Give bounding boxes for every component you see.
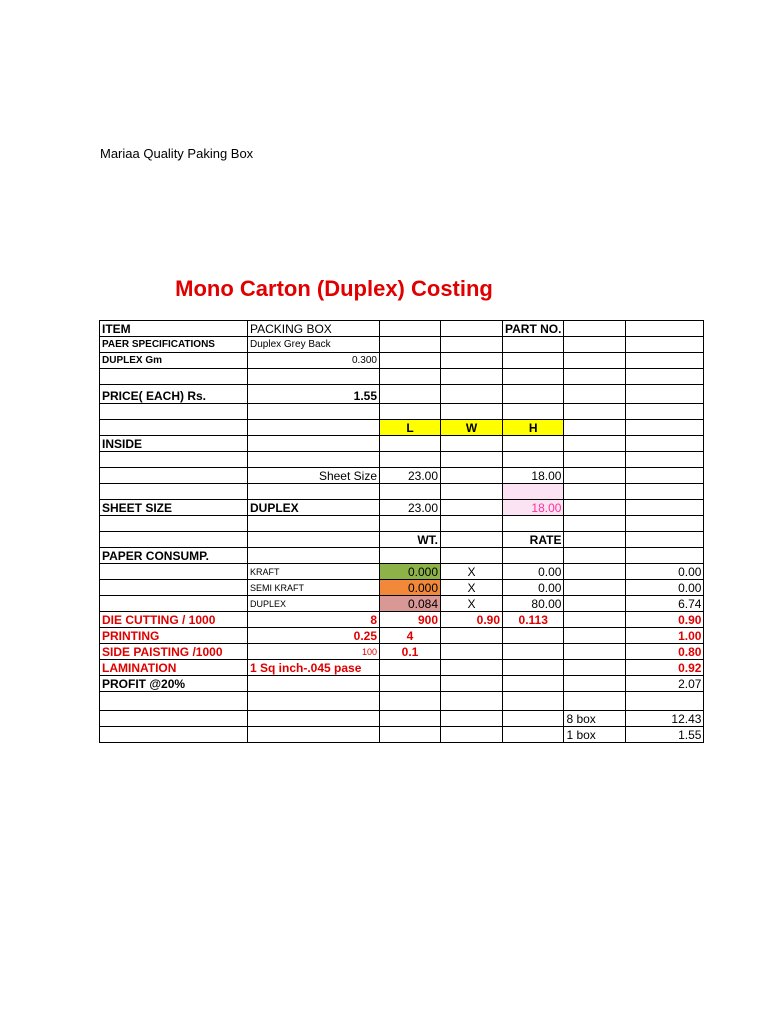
cell-die-cutting-c2[interactable]: 8 (248, 612, 380, 628)
table-row (100, 564, 704, 580)
table-row (100, 321, 704, 337)
cell-semi-kraft-total[interactable]: 0.00 (626, 580, 704, 596)
cell-duplex-gm-label[interactable]: DUPLEX Gm (100, 353, 248, 369)
cell-kraft-rate[interactable]: 0.00 (503, 564, 564, 580)
cell-kraft-x[interactable]: X (441, 564, 503, 580)
cell-price-value[interactable]: 1.55 (248, 385, 380, 404)
table-row (100, 337, 704, 353)
cell-one-box-label[interactable]: 1 box (564, 727, 626, 743)
cell-die-cutting-c4[interactable]: 0.90 (441, 612, 503, 628)
cell-sheet-size-label[interactable]: SHEET SIZE (100, 500, 248, 516)
cell-printing-total[interactable]: 1.00 (626, 628, 704, 644)
cell-price-label[interactable]: PRICE( EACH) Rs. (100, 385, 248, 404)
table-row (100, 660, 704, 676)
cell-printing-label[interactable]: PRINTING (100, 628, 248, 644)
cell-lamination-label[interactable]: LAMINATION (100, 660, 248, 676)
cell-lamination-total[interactable]: 0.92 (626, 660, 704, 676)
cell-sheet-size-calc-label[interactable]: Sheet Size (248, 468, 380, 484)
cell-paper-consump-label[interactable]: PAPER CONSUMP. (100, 548, 248, 564)
cell-duplex-x[interactable]: X (441, 596, 503, 612)
table-row (100, 628, 704, 644)
cell-sheet-size-calc-h[interactable]: 18.00 (503, 468, 564, 484)
table-row (100, 369, 704, 385)
cell-dim-l[interactable]: L (380, 420, 441, 436)
cell-die-cutting-c5[interactable]: 0.113 (503, 612, 564, 628)
table-row (100, 727, 704, 743)
cell-paper-spec-value[interactable]: Duplex Grey Back (248, 337, 380, 353)
sheet-title: Mono Carton (Duplex) Costing (175, 276, 493, 301)
cell-wt-header[interactable]: WT. (380, 532, 441, 548)
cell-side-pasting-label[interactable]: SIDE PAISTING /1000 (100, 644, 248, 660)
cell-item-value[interactable]: PACKING BOX (248, 321, 380, 337)
table-row (100, 500, 704, 516)
table-row (100, 548, 704, 564)
cell-dim-w[interactable]: W (441, 420, 503, 436)
cell-side-pasting-c3[interactable]: 0.1 (380, 644, 441, 660)
cell-eight-box-total[interactable]: 12.43 (626, 711, 704, 727)
cell-semi-kraft-x[interactable]: X (441, 580, 503, 596)
table-row (100, 596, 704, 612)
table-row (100, 452, 704, 468)
cell-side-pasting-total[interactable]: 0.80 (626, 644, 704, 660)
cell-kraft-total[interactable]: 0.00 (626, 564, 704, 580)
cell-semi-kraft-rate[interactable]: 0.00 (503, 580, 564, 596)
cell-duplex-wt[interactable]: 0.084 (380, 596, 441, 612)
cell-die-cutting-total[interactable]: 0.90 (626, 612, 704, 628)
company-name: Mariaa Quality Paking Box (100, 146, 254, 161)
table-row (100, 385, 704, 404)
cell-sheet-size-type[interactable]: DUPLEX (248, 500, 380, 516)
table-row (100, 692, 704, 711)
cell-duplex-total[interactable]: 6.74 (626, 596, 704, 612)
cell-sheet-size-calc-l[interactable]: 23.00 (380, 468, 441, 484)
cell-item-label[interactable]: ITEM (100, 321, 248, 337)
table-row (100, 436, 704, 452)
cell-kraft-wt[interactable]: 0.000 (380, 564, 441, 580)
table-row (100, 516, 704, 532)
cell-profit-label[interactable]: PROFIT @20% (100, 676, 248, 692)
cell-part-label[interactable]: PART NO. (503, 321, 564, 337)
table-row (100, 420, 704, 436)
cell-sheet-size-h[interactable]: 18.00 (503, 500, 564, 516)
costing-table (99, 320, 704, 743)
cell-sheet-size-l[interactable]: 23.00 (380, 500, 441, 516)
cell-printing-c2[interactable]: 0.25 (248, 628, 380, 644)
cell-duplex-rate[interactable]: 80.00 (503, 596, 564, 612)
cell-side-pasting-c2[interactable]: 100 (248, 644, 380, 660)
cell-printing-c3[interactable]: 4 (380, 628, 441, 644)
cell-duplex-gm-value[interactable]: 0.300 (248, 353, 380, 369)
table-row (100, 676, 704, 692)
cell-dim-h[interactable]: H (503, 420, 564, 436)
cell-lamination-c2[interactable]: 1 Sq inch-.045 pase (248, 660, 380, 676)
table-row (100, 484, 704, 500)
cell-semi-kraft-wt[interactable]: 0.000 (380, 580, 441, 596)
cell-die-cutting-label[interactable]: DIE CUTTING / 1000 (100, 612, 248, 628)
cell-paper-spec-label[interactable]: PAER SPECIFICATIONS (100, 337, 248, 353)
cell-inside-label[interactable]: INSIDE (100, 436, 248, 452)
cell-semi-kraft-label[interactable]: SEMI KRAFT (248, 580, 380, 596)
table-row (100, 404, 704, 420)
table-row (100, 711, 704, 727)
table-row (100, 353, 704, 369)
table-row (100, 468, 704, 484)
table-row (100, 532, 704, 548)
table-row (100, 612, 704, 628)
cell-eight-box-label[interactable]: 8 box (564, 711, 626, 727)
cell-one-box-total[interactable]: 1.55 (626, 727, 704, 743)
table-row (100, 644, 704, 660)
cell-duplex-label[interactable]: DUPLEX (248, 596, 380, 612)
cell-kraft-label[interactable]: KRAFT (248, 564, 380, 580)
cell-profit-total[interactable]: 2.07 (626, 676, 704, 692)
cell-die-cutting-c3[interactable]: 900 (380, 612, 441, 628)
table-row (100, 580, 704, 596)
cell-rate-header[interactable]: RATE (503, 532, 564, 548)
